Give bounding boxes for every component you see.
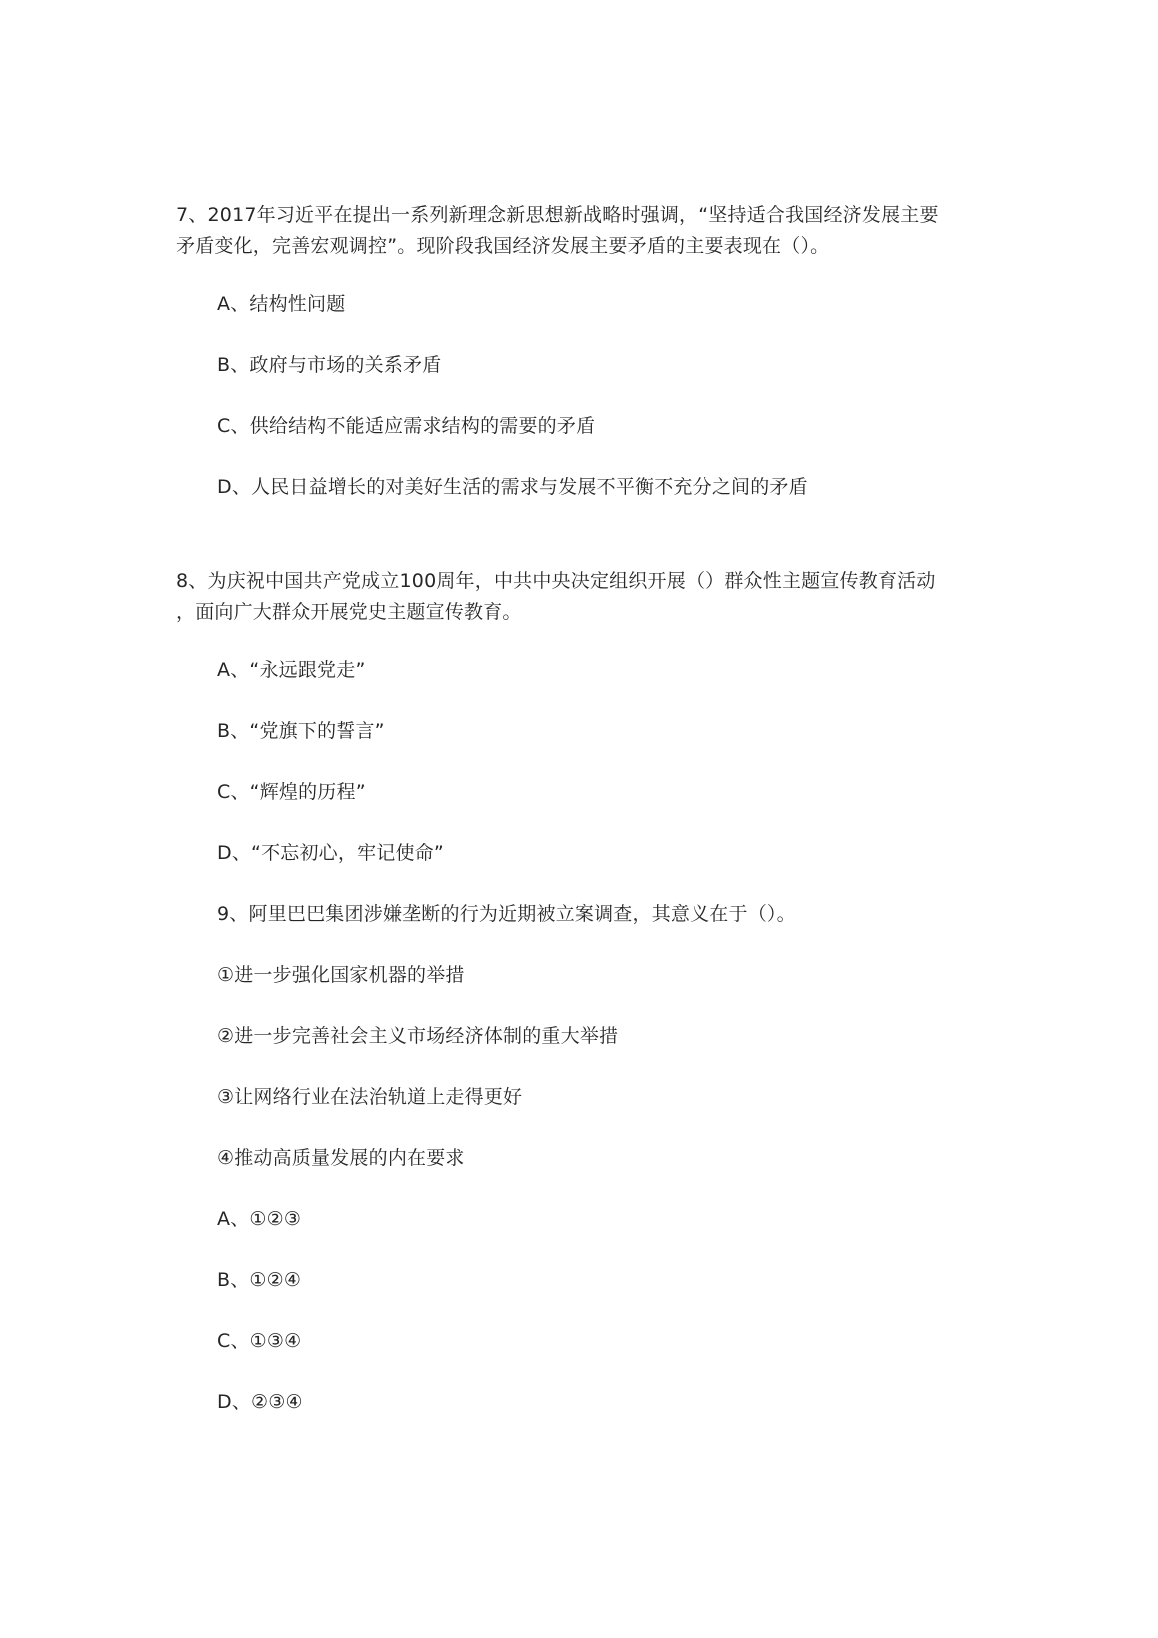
question-8-text-line-2: ，面向广大群众开展党史主题宣传教育。 — [176, 601, 522, 623]
question-9-option-a: A、①②③ — [217, 1208, 302, 1230]
question-9-statement-2: ②进一步完善社会主义市场经济体制的重大举措 — [217, 1025, 619, 1047]
question-7-text-line-1: 7、2017年习近平在提出一系列新理念新思想新战略时强调，“坚持适合我国经济发展主要 — [176, 204, 939, 226]
question-9-option-d: D、②③④ — [217, 1391, 303, 1413]
question-8-text-line-1: 8、为庆祝中国共产党成立100周年，中共中央决定组织开展（）群众性主题宣传教育活动 — [176, 570, 936, 592]
question-9-option-b: B、①②④ — [217, 1269, 302, 1291]
question-8-option-d: D、“不忘初心，牢记使命” — [217, 842, 444, 864]
question-9-text: 9、阿里巴巴集团涉嫌垄断的行为近期被立案调查，其意义在于（）。 — [217, 903, 796, 925]
question-7-option-d: D、人民日益增长的对美好生活的需求与发展不平衡不充分之间的矛盾 — [217, 476, 808, 498]
question-7-option-b: B、政府与市场的关系矛盾 — [217, 354, 442, 376]
question-9-statement-3: ③让网络行业在法治轨道上走得更好 — [217, 1086, 523, 1108]
question-7-option-c: C、供给结构不能适应需求结构的需要的矛盾 — [217, 415, 596, 437]
question-7-option-a: A、结构性问题 — [217, 293, 346, 315]
question-9-statement-1: ①进一步强化国家机器的举措 — [217, 964, 465, 986]
question-9-option-c: C、①③④ — [217, 1330, 302, 1352]
question-9-statement-4: ④推动高质量发展的内在要求 — [217, 1147, 465, 1169]
question-8-option-b: B、“党旗下的誓言” — [217, 720, 385, 742]
question-7-text-line-2: 矛盾变化，完善宏观调控”。现阶段我国经济发展主要矛盾的主要表现在（）。 — [176, 235, 830, 257]
question-8-option-c: C、“辉煌的历程” — [217, 781, 366, 803]
question-8-option-a: A、“永远跟党走” — [217, 659, 366, 681]
